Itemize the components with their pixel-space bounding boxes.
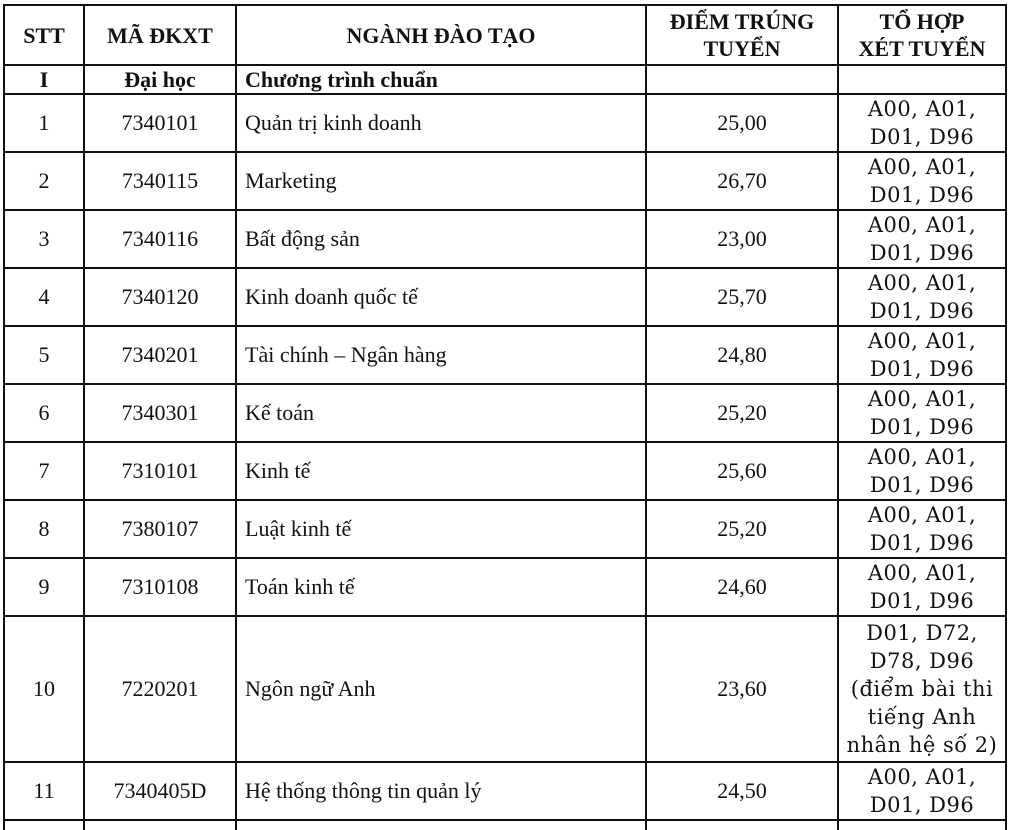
header-tohop-line2: XÉT TUYỂN [858,36,986,61]
to-hop-line: D01, D96 [869,531,975,555]
cell-to-hop [838,442,1006,500]
cell-to-hop [838,152,1006,210]
cell-ma-dkxt: 7220201 [84,616,236,762]
table-row [4,210,1006,268]
cell-nganh: Kế toán [236,384,646,442]
to-hop-line: tiếng Anh [867,705,977,729]
to-hop-line: D01, D96 [869,415,975,439]
to-hop-line: A00, A01, [867,561,977,585]
to-hop-line: D01, D72, [866,621,978,645]
to-hop-line: D01, D96 [869,473,975,497]
section-diem-empty [646,65,838,94]
cell-diem: 24,50 [646,762,838,820]
to-hop-line: (điểm bài thi [850,677,994,701]
to-hop-line: A00, A01, [867,213,977,237]
cell-ma-dkxt: 7380107 [84,500,236,558]
cell-to-hop [838,384,1006,442]
table-row [4,326,1006,384]
header-diem-line1: ĐIỂM TRÚNG [669,9,815,34]
header-diem-trung-tuyen [646,5,838,65]
cell-nganh: Toán kinh tế [236,558,646,616]
cell-ma-dkxt: 7340301 [84,384,236,442]
header-stt: STT [4,5,84,65]
section-ma: Đại học [84,65,236,94]
cell-stt: 5 [4,326,84,384]
to-hop-line: A00, A01, [867,445,977,469]
cell-ma-dkxt: 7310101 [84,442,236,500]
to-hop-line: A00, A01, [867,97,977,121]
cell-stt: 1 [4,94,84,152]
to-hop-line: D01, D96 [869,589,975,613]
cell-to-hop [838,268,1006,326]
header-diem-line2: TUYỂN [703,36,781,61]
cell-nganh: Kinh tế [236,442,646,500]
header-to-hop-xet-tuyen [838,5,1006,65]
table-row [4,94,1006,152]
cell-ma-dkxt: 7340120 [84,268,236,326]
table-row [4,558,1006,616]
cell-stt: 4 [4,268,84,326]
to-hop-line: D01, D96 [869,299,975,323]
to-hop-line: D01, D96 [869,125,975,149]
to-hop-line: nhân hệ số 2) [846,733,998,757]
table-row [4,384,1006,442]
cell-nganh: Luật kinh tế [236,500,646,558]
cell-nganh: Marketing [236,152,646,210]
cell-diem: 25,70 [646,268,838,326]
cell-diem: 23,00 [646,210,838,268]
section-row [4,65,1006,94]
to-hop-line: D01, D96 [869,183,975,207]
section-tohop-empty [838,65,1006,94]
table-row [4,762,1006,820]
table-row [4,268,1006,326]
cell-diem: 25,00 [646,94,838,152]
to-hop-line: D78, D96 [869,649,975,673]
admission-scores-table [3,4,1007,830]
table-row [4,500,1006,558]
cell-stt: 9 [4,558,84,616]
cell-stt: 8 [4,500,84,558]
to-hop-line: A00, A01, [867,765,977,789]
to-hop-line: D01, D96 [869,357,975,381]
cell-ma-dkxt: 7340115 [84,152,236,210]
cell-to-hop [838,326,1006,384]
cell-nganh: Ngôn ngữ Anh [236,616,646,762]
table-row [4,442,1006,500]
cell-nganh: Hệ thống thông tin quản lý [236,762,646,820]
cell-ma-dkxt: 7310108 [84,558,236,616]
cell-ma-dkxt: 7340201 [84,326,236,384]
to-hop-line: A00, A01, [867,155,977,179]
header-tohop-line1: TỔ HỢP [879,9,965,34]
to-hop-line: A00, A01, [867,503,977,527]
cell-nganh: Bất động sản [236,210,646,268]
cell-stt: 10 [4,616,84,762]
cell-stt: 7 [4,442,84,500]
table-row [4,616,1006,762]
cell-to-hop [838,210,1006,268]
cell-to-hop [838,762,1006,820]
cell-to-hop [838,94,1006,152]
cell-ma-dkxt: 7340405D [84,762,236,820]
to-hop-line: A00, A01, [867,271,977,295]
cell-diem: 25,20 [646,384,838,442]
cell-ma-dkxt: 7340101 [84,94,236,152]
header-nganh-dao-tao: NGÀNH ĐÀO TẠO [236,5,646,65]
cell-diem: 26,70 [646,152,838,210]
cell-diem: 25,20 [646,500,838,558]
cell-to-hop [838,558,1006,616]
cell-diem: 24,60 [646,558,838,616]
cell-to-hop [838,616,1006,762]
cell-stt: 11 [4,762,84,820]
cell-stt: 2 [4,152,84,210]
cell-diem: 23,60 [646,616,838,762]
section-stt: I [4,65,84,94]
cell-diem: 25,60 [646,442,838,500]
cell-diem: 24,80 [646,326,838,384]
cell-nganh: Tài chính – Ngân hàng [236,326,646,384]
to-hop-line: D01, D96 [869,241,975,265]
to-hop-line: D01, D96 [869,793,975,817]
cell-stt: 3 [4,210,84,268]
section-nganh: Chương trình chuẩn [236,65,646,94]
cell-stt: 6 [4,384,84,442]
to-hop-line: A00, A01, [867,329,977,353]
to-hop-line: A00, A01, [867,387,977,411]
cell-ma-dkxt: 7340116 [84,210,236,268]
cell-nganh: Kinh doanh quốc tế [236,268,646,326]
table-row [4,152,1006,210]
cell-to-hop [838,500,1006,558]
header-row [4,5,1006,65]
header-ma-dkxt: MÃ ĐKXT [84,5,236,65]
cell-nganh: Quản trị kinh doanh [236,94,646,152]
